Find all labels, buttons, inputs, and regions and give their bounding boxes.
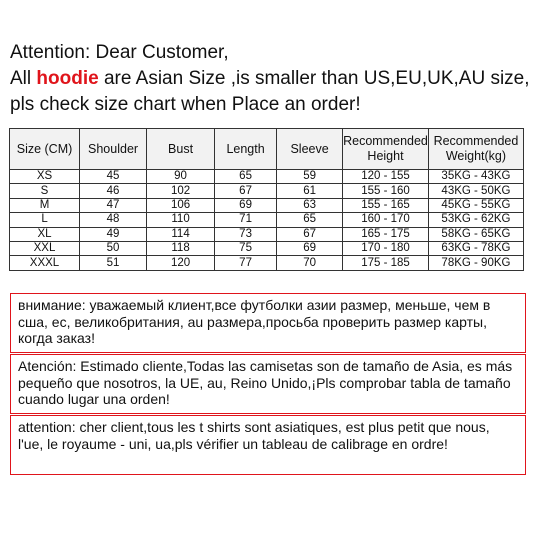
table-cell: 106 bbox=[147, 198, 215, 212]
table-cell: 50 bbox=[80, 241, 147, 255]
table-cell: 45 bbox=[80, 170, 147, 184]
table-cell: XXL bbox=[10, 241, 80, 255]
table-cell: 77 bbox=[215, 256, 277, 270]
table-cell: 71 bbox=[215, 213, 277, 227]
attention-header bbox=[10, 40, 530, 118]
table-cell: 110 bbox=[147, 213, 215, 227]
table-cell: 120 bbox=[147, 256, 215, 270]
size-chart-table bbox=[9, 128, 524, 271]
table-cell: 170 - 180 bbox=[343, 241, 429, 255]
table-cell: 45KG - 55KG bbox=[428, 198, 523, 212]
table-cell: 155 - 165 bbox=[343, 198, 429, 212]
col-header-sleeve: Sleeve bbox=[277, 129, 343, 170]
table-cell: 102 bbox=[147, 184, 215, 198]
header-line-2-pre: All bbox=[10, 68, 37, 89]
table-cell: 155 - 160 bbox=[343, 184, 429, 198]
table-row bbox=[10, 198, 524, 212]
table-cell: 46 bbox=[80, 184, 147, 198]
col-header-length: Length bbox=[215, 129, 277, 170]
table-body bbox=[10, 170, 524, 271]
table-cell: XS bbox=[10, 170, 80, 184]
table-cell: 63KG - 78KG bbox=[428, 241, 523, 255]
table-row bbox=[10, 256, 524, 270]
notice-french: attention: cher client,tous les t shirts sont asiatiques, est plus petit que nous, l'ue, le royaume - uni, ua,pls vérifier un tableau de calibrage en ordre! bbox=[10, 415, 526, 475]
table-cell: 78KG - 90KG bbox=[428, 256, 523, 270]
table-row bbox=[10, 241, 524, 255]
table-cell: L bbox=[10, 213, 80, 227]
table-row bbox=[10, 170, 524, 184]
notice-spanish: Atención: Estimado cliente,Todas las camisetas son de tamaño de Asia, es más pequeño que nosotros, la UE, au, Reino Unido,¡Pls comprobar tabla de tamaño cuando lugar una orden! bbox=[10, 354, 526, 414]
table-cell: 51 bbox=[80, 256, 147, 270]
table-cell: 67 bbox=[215, 184, 277, 198]
table-cell: 75 bbox=[215, 241, 277, 255]
table-cell: 114 bbox=[147, 227, 215, 241]
table-cell: 70 bbox=[277, 256, 343, 270]
col-header-size: Size (CM) bbox=[10, 129, 80, 170]
table-cell: 120 - 155 bbox=[343, 170, 429, 184]
table-cell: XXXL bbox=[10, 256, 80, 270]
table-cell: XL bbox=[10, 227, 80, 241]
table-cell: 48 bbox=[80, 213, 147, 227]
table-cell: 53KG - 62KG bbox=[428, 213, 523, 227]
table-cell: 63 bbox=[277, 198, 343, 212]
table-cell: 90 bbox=[147, 170, 215, 184]
table-cell: 47 bbox=[80, 198, 147, 212]
table-row bbox=[10, 227, 524, 241]
header-line-1: Attention: Dear Customer, bbox=[10, 42, 229, 63]
table-cell: 35KG - 43KG bbox=[428, 170, 523, 184]
col-header-bust: Bust bbox=[147, 129, 215, 170]
table-cell: 43KG - 50KG bbox=[428, 184, 523, 198]
table-cell: 65 bbox=[215, 170, 277, 184]
table-cell: 160 - 170 bbox=[343, 213, 429, 227]
header-line-3: pls check size chart when Place an order! bbox=[10, 94, 361, 115]
header-line-2 bbox=[10, 66, 530, 92]
table-cell: 65 bbox=[277, 213, 343, 227]
table-cell: 175 - 185 bbox=[343, 256, 429, 270]
table-cell: 49 bbox=[80, 227, 147, 241]
table-cell: 61 bbox=[277, 184, 343, 198]
table-cell: 118 bbox=[147, 241, 215, 255]
table-row bbox=[10, 184, 524, 198]
table-row bbox=[10, 213, 524, 227]
notice-russian: внимание: уважаемый клиент,все футболки азии размер, меньше, чем в сша, ес, великобритания, au размера,просьба проверить размер карты, когда заказ! bbox=[10, 293, 526, 353]
table-cell: 69 bbox=[277, 241, 343, 255]
table-cell: M bbox=[10, 198, 80, 212]
table-cell: S bbox=[10, 184, 80, 198]
hoodie-highlight: hoodie bbox=[36, 68, 99, 89]
table-header-row bbox=[10, 129, 524, 170]
col-header-height: Recommended Height bbox=[343, 129, 429, 170]
table-cell: 67 bbox=[277, 227, 343, 241]
col-header-shoulder: Shoulder bbox=[80, 129, 147, 170]
table-cell: 73 bbox=[215, 227, 277, 241]
header-line-2-post: are Asian Size ,is smaller than US,EU,UK,AU size, bbox=[98, 68, 530, 89]
col-header-weight: Recommended Weight(kg) bbox=[428, 129, 523, 170]
table-cell: 59 bbox=[277, 170, 343, 184]
table-cell: 69 bbox=[215, 198, 277, 212]
table-cell: 165 - 175 bbox=[343, 227, 429, 241]
table-cell: 58KG - 65KG bbox=[428, 227, 523, 241]
